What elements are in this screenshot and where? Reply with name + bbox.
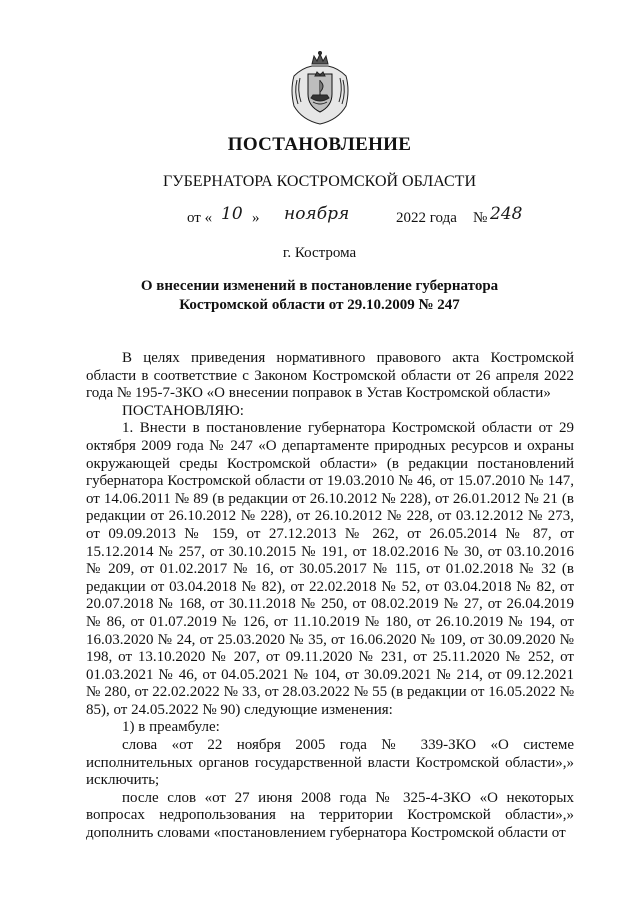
issuing-authority: ГУБЕРНАТОРА КОСТРОМСКОЙ ОБЛАСТИ bbox=[162, 173, 476, 190]
heading-line-2: Костромской области от 29.10.2009 № 247 bbox=[179, 297, 460, 313]
date-line bbox=[0, 206, 639, 230]
date-month-handwritten: ноября bbox=[284, 204, 350, 224]
heading-line-1: О внесении изменений в постановление губернатора bbox=[140, 278, 499, 294]
city-line: г. Кострома bbox=[282, 245, 357, 261]
paragraph-intro: В целях приведения нормативного правового акта Костромской области в соответствие с Законом Костромской области от 26 апреля 2022 года № 195-7-ЗКО «О внесении поправок в Устав Костромской области» bbox=[86, 350, 574, 402]
date-prefix: от « bbox=[187, 210, 213, 226]
date-day-handwritten: 10 bbox=[221, 204, 243, 224]
document-body bbox=[86, 350, 574, 843]
paragraph-after-words: после слов «от 27 июня 2008 года № 325-4-ЗКО «О некоторых вопросах недропользования на территории Костромской области»,» дополнить словами «постановлением губернатора Костромской области от bbox=[86, 789, 574, 842]
paragraph-item-1: 1. Внести в постановление губернатора Костромской области от 29 октября 2009 года № 247 «О департаменте природных ресурсов и охраны окружающей среды Костромской области» (в редакции постановлений губернатора Костромской области от 19.03.2010 № 46, от 15.07.2010 № 147, от 14.06.2011 № 89 (в редакции от 26.10.2012 № 228), от 26.01.2012 № 21 (в редакции от 26.10.2012 № 228), от 26.10.2012 № 228, от 03.12.2012 № 273, от 09.09.2013 № 159, от 27.12.2013 № 262, от 26.05.2014 № 87, от 15.12.2014 № 257, от 30.10.2015 № 191, от 18.02.2016 № 30, от 03.10.2016 № 209, от 01.02.2017 № 16, от 30.05.2017 № 115, от 01.02.2018 № 32 (в редакции от 03.04.2018 № 82), от 22.02.2018 № 52, от 03.04.2018 № 82, от 20.07.2018 № 168, от 30.11.2018 № 250, от 08.02.2019 № 27, от 26.04.2019 № 86, от 01.07.2019 № 126, от 11.10.2019 № 180, от 26.10.2019 № 194, от 16.03.2020 № 24, от 25.03.2020 № 35, от 16.06.2020 № 109, от 30.09.2020 № 198, от 13.10.2020 № 207, от 09.11.2020 № 231, от 25.11.2020 № 252, от 01.03.2021 № 46, от 04.05.2021 № 104, от 30.09.2021 № 214, от 09.12.2021 № 280, от 22.02.2022 № 33, от 28.03.2022 № 55 (в редакции от 16.05.2022 № 85), от 24.05.2022 № 90) следующие изменения: bbox=[86, 420, 574, 718]
paragraph-words-removed: слова «от 22 ноября 2005 года № 339-ЗКО «О системе исполнительных органов государственной власти Костромской области»,» исключить; bbox=[86, 737, 574, 789]
date-close-quote: » bbox=[252, 210, 260, 226]
coat-of-arms-icon bbox=[288, 50, 352, 126]
paragraph-sub-1: 1) в преамбуле: bbox=[122, 719, 220, 736]
document-title: ПОСТАНОВЛЕНИЕ bbox=[227, 134, 412, 155]
document-number-handwritten: 248 bbox=[490, 204, 523, 224]
paragraph-resolve: ПОСТАНОВЛЯЮ: bbox=[122, 402, 244, 419]
date-year: 2022 года bbox=[396, 210, 457, 226]
document-number-label: № bbox=[473, 210, 488, 226]
document-heading bbox=[100, 277, 539, 315]
